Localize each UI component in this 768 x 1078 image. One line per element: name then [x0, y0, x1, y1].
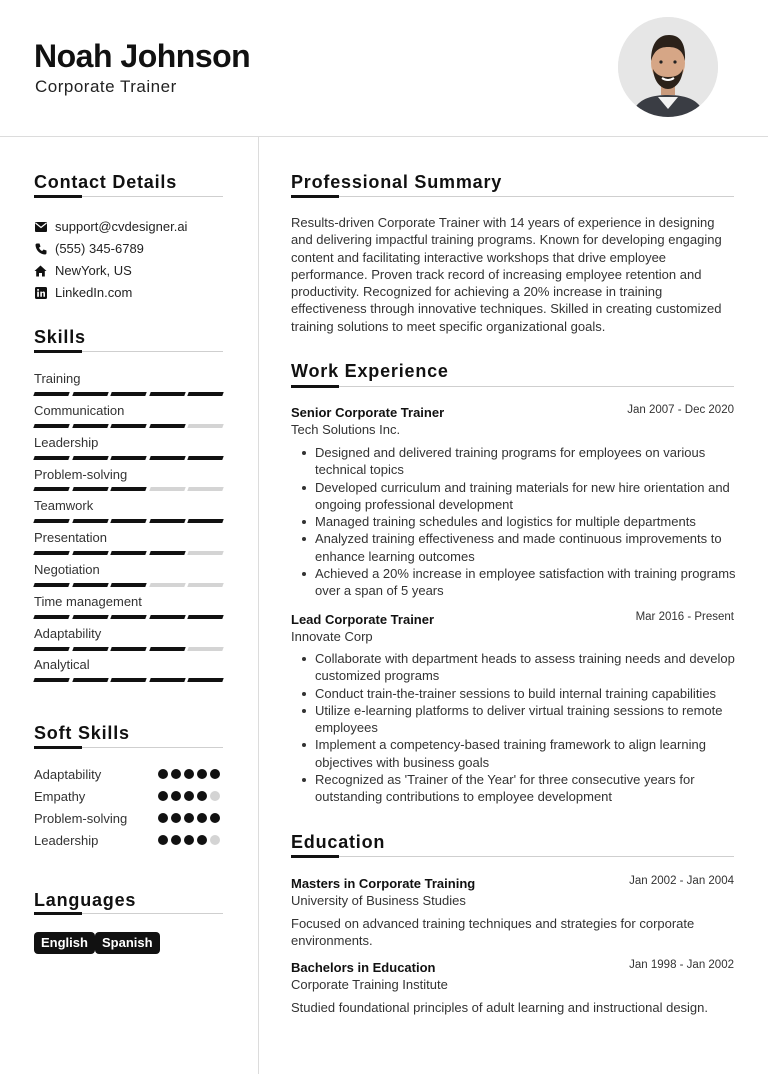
- education-school: University of Business Studies: [291, 893, 466, 908]
- skill-segment-filled: [72, 392, 108, 396]
- skill-segment-filled: [33, 647, 69, 651]
- rating-dot-filled: [158, 813, 168, 823]
- skill-segment-filled: [33, 487, 69, 491]
- skill-segment-filled: [72, 424, 108, 428]
- contact-location-text: NewYork, US: [55, 263, 132, 278]
- contact-phone-text: (555) 345-6789: [55, 241, 144, 256]
- skill-segment-filled: [72, 583, 108, 587]
- education-school: Corporate Training Institute: [291, 977, 448, 992]
- skill-segment-filled: [149, 424, 185, 428]
- experience-heading-rule: [291, 386, 734, 387]
- skill-segment-filled: [149, 551, 185, 555]
- rating-dot-filled: [158, 791, 168, 801]
- soft-skill-rating: [158, 835, 220, 845]
- soft-skill-rating: [158, 769, 220, 779]
- contact-email-text: support@cvdesigner.ai: [55, 219, 188, 234]
- skill-name: Time management: [34, 594, 142, 609]
- skill-segment-filled: [149, 392, 185, 396]
- skill-segment-filled: [110, 456, 146, 460]
- skill-segment-filled: [33, 615, 69, 619]
- rating-dot-filled: [171, 769, 181, 779]
- candidate-name: Noah Johnson: [34, 38, 251, 74]
- list-item: Utilize e-learning platforms to deliver virtual training sessions to remote employees: [300, 702, 736, 737]
- skill-segment-filled: [33, 456, 69, 460]
- soft-skill-rating: [158, 813, 220, 823]
- skill-segment-filled: [72, 456, 108, 460]
- skill-name: Negotiation: [34, 562, 100, 577]
- education-dates: Jan 2002 - Jan 2004: [629, 875, 734, 887]
- rating-dot-filled: [210, 813, 220, 823]
- skill-level-bar: [34, 487, 223, 491]
- list-item: Managed training schedules and logistics for multiple departments: [300, 513, 736, 530]
- skill-level-bar: [34, 647, 223, 651]
- job-company: Innovate Corp: [291, 629, 373, 644]
- skill-segment-filled: [149, 678, 185, 682]
- skill-segment-empty: [187, 583, 223, 587]
- skill-segment-filled: [187, 392, 223, 396]
- skill-segment-empty: [187, 551, 223, 555]
- soft-skills-heading-rule: [34, 747, 223, 748]
- list-item: Analyzed training effectiveness and made continuous improvements to enhance learning outcomes: [300, 530, 736, 565]
- summary-heading: Professional Summary: [291, 172, 503, 192]
- skill-segment-filled: [110, 392, 146, 396]
- contact-heading-rule: [34, 196, 223, 197]
- education-degree: Masters in Corporate Training: [291, 876, 476, 891]
- skill-segment-filled: [110, 487, 146, 491]
- rating-dot-filled: [171, 813, 181, 823]
- skill-segment-filled: [149, 519, 185, 523]
- skill-segment-filled: [149, 647, 185, 651]
- skill-segment-filled: [110, 615, 146, 619]
- soft-skills-heading: Soft Skills: [34, 723, 130, 743]
- skill-level-bar: [34, 456, 223, 460]
- profile-photo: [618, 17, 718, 117]
- skill-level-bar: [34, 519, 223, 523]
- skill-segment-filled: [149, 615, 185, 619]
- skill-segment-filled: [110, 583, 146, 587]
- rating-dot-filled: [184, 813, 194, 823]
- contact-email[interactable]: [34, 219, 187, 234]
- list-item: Achieved a 20% increase in employee satisfaction with training programs over a span of 5 years: [300, 565, 736, 600]
- soft-skill-name: Leadership: [34, 833, 99, 848]
- skill-segment-filled: [33, 519, 69, 523]
- skill-name: Analytical: [34, 657, 90, 672]
- skill-name: Teamwork: [34, 498, 94, 513]
- rating-dot-filled: [197, 791, 207, 801]
- list-item: Implement a competency-based training framework to align learning objectives with business goals: [300, 736, 736, 771]
- column-divider: [258, 137, 259, 1074]
- skill-segment-filled: [110, 551, 146, 555]
- rating-dot-filled: [171, 791, 181, 801]
- skill-segment-filled: [110, 424, 146, 428]
- skill-segment-empty: [149, 487, 185, 491]
- skill-segment-filled: [72, 615, 108, 619]
- skill-level-bar: [34, 551, 223, 555]
- skills-heading-rule: [34, 351, 223, 352]
- home-icon: [34, 264, 47, 277]
- linkedin-icon: [34, 286, 47, 299]
- skill-name: Problem-solving: [34, 467, 128, 482]
- rating-dot-filled: [158, 769, 168, 779]
- languages-heading: Languages: [34, 890, 137, 910]
- rating-dot-filled: [158, 835, 168, 845]
- skill-segment-empty: [187, 487, 223, 491]
- contact-linkedin[interactable]: [34, 285, 132, 300]
- education-heading: Education: [291, 832, 386, 852]
- language-badge-spanish: Spanish: [95, 932, 160, 954]
- resume-header: [0, 0, 768, 137]
- skill-segment-filled: [110, 519, 146, 523]
- experience-heading: Work Experience: [291, 361, 449, 381]
- skill-segment-empty: [187, 647, 223, 651]
- skill-segment-filled: [187, 615, 223, 619]
- languages-heading-rule: [34, 913, 223, 914]
- job-title: Senior Corporate Trainer: [291, 405, 445, 420]
- phone-icon: [34, 242, 47, 255]
- list-item: Recognized as 'Trainer of the Year' for three consecutive years for outstanding contributions to employee development: [300, 771, 736, 806]
- job-company: Tech Solutions Inc.: [291, 422, 401, 437]
- soft-skill-name: Problem-solving: [34, 811, 128, 826]
- education-description: Studied foundational principles of adult learning and instructional design.: [291, 1000, 709, 1015]
- skill-segment-filled: [72, 519, 108, 523]
- list-item: Conduct train-the-trainer sessions to build internal training capabilities: [300, 685, 736, 702]
- skill-segment-filled: [33, 551, 69, 555]
- skill-level-bar: [34, 615, 223, 619]
- soft-skill-name: Adaptability: [34, 767, 102, 782]
- skill-segment-filled: [33, 392, 69, 396]
- list-item: Designed and delivered training programs for employees on various technical topics: [300, 444, 736, 479]
- skill-segment-filled: [33, 424, 69, 428]
- skill-segment-filled: [187, 456, 223, 460]
- contact-linkedin-text: LinkedIn.com: [55, 285, 133, 300]
- skill-segment-filled: [110, 647, 146, 651]
- contact-phone[interactable]: [34, 241, 144, 256]
- rating-dot-filled: [184, 769, 194, 779]
- skill-segment-empty: [149, 583, 185, 587]
- skill-segment-filled: [110, 678, 146, 682]
- summary-heading-rule: [291, 196, 734, 197]
- skills-heading: Skills: [34, 327, 86, 347]
- skill-segment-filled: [33, 583, 69, 587]
- rating-dot-filled: [184, 835, 194, 845]
- rating-dot-empty: [210, 835, 220, 845]
- contact-heading: Contact Details: [34, 172, 178, 192]
- education-heading-rule: [291, 856, 734, 857]
- skill-segment-empty: [187, 424, 223, 428]
- job-bullets: [300, 444, 736, 600]
- skill-segment-filled: [33, 678, 69, 682]
- contact-location: [34, 263, 132, 278]
- rating-dot-filled: [197, 769, 207, 779]
- skill-segment-filled: [72, 678, 108, 682]
- list-item: Collaborate with department heads to assess training needs and develop customized programs: [300, 650, 736, 685]
- rating-dot-filled: [210, 769, 220, 779]
- job-title: Lead Corporate Trainer: [291, 612, 435, 627]
- skill-level-bar: [34, 583, 223, 587]
- skill-level-bar: [34, 678, 223, 682]
- skill-segment-filled: [72, 647, 108, 651]
- list-item: Developed curriculum and training materials for new hire orientation and ongoing professional development: [300, 479, 736, 514]
- skill-name: Leadership: [34, 435, 99, 450]
- rating-dot-filled: [197, 813, 207, 823]
- skill-name: Adaptability: [34, 626, 102, 641]
- education-description: Focused on advanced training techniques and strategies for corporate environments.: [291, 916, 695, 949]
- skill-name: Presentation: [34, 530, 107, 545]
- soft-skill-name: Empathy: [34, 789, 86, 804]
- skill-segment-filled: [149, 456, 185, 460]
- job-dates: Mar 2016 - Present: [635, 611, 734, 623]
- skill-segment-filled: [72, 487, 108, 491]
- skill-segment-filled: [187, 519, 223, 523]
- job-bullets: [300, 650, 736, 806]
- skill-name: Communication: [34, 403, 125, 418]
- skill-level-bar: [34, 392, 223, 396]
- skill-level-bar: [34, 424, 223, 428]
- skill-name: Training: [34, 371, 81, 386]
- rating-dot-empty: [210, 791, 220, 801]
- candidate-title: Corporate Trainer: [35, 77, 177, 96]
- skill-segment-filled: [72, 551, 108, 555]
- soft-skill-rating: [158, 791, 220, 801]
- rating-dot-filled: [171, 835, 181, 845]
- language-badge-english: English: [34, 932, 95, 954]
- education-degree: Bachelors in Education: [291, 960, 436, 975]
- education-dates: Jan 1998 - Jan 2002: [629, 959, 734, 971]
- summary-text: Results-driven Corporate Trainer with 14 years of experience in designing and delivering impactful training programs. Known for developing engaging content and facilitating interactive workshops that drive employee performance. Proven track record of increasing employee retention and productivity. Recognized for achieving a 20% increase in training effectiveness through innovative techniques. Skilled in creating customized training solutions to meet specific organizational goals.: [291, 215, 722, 334]
- job-dates: Jan 2007 - Dec 2020: [627, 404, 734, 416]
- rating-dot-filled: [184, 791, 194, 801]
- envelope-icon: [34, 220, 47, 233]
- skill-segment-filled: [187, 678, 223, 682]
- rating-dot-filled: [197, 835, 207, 845]
